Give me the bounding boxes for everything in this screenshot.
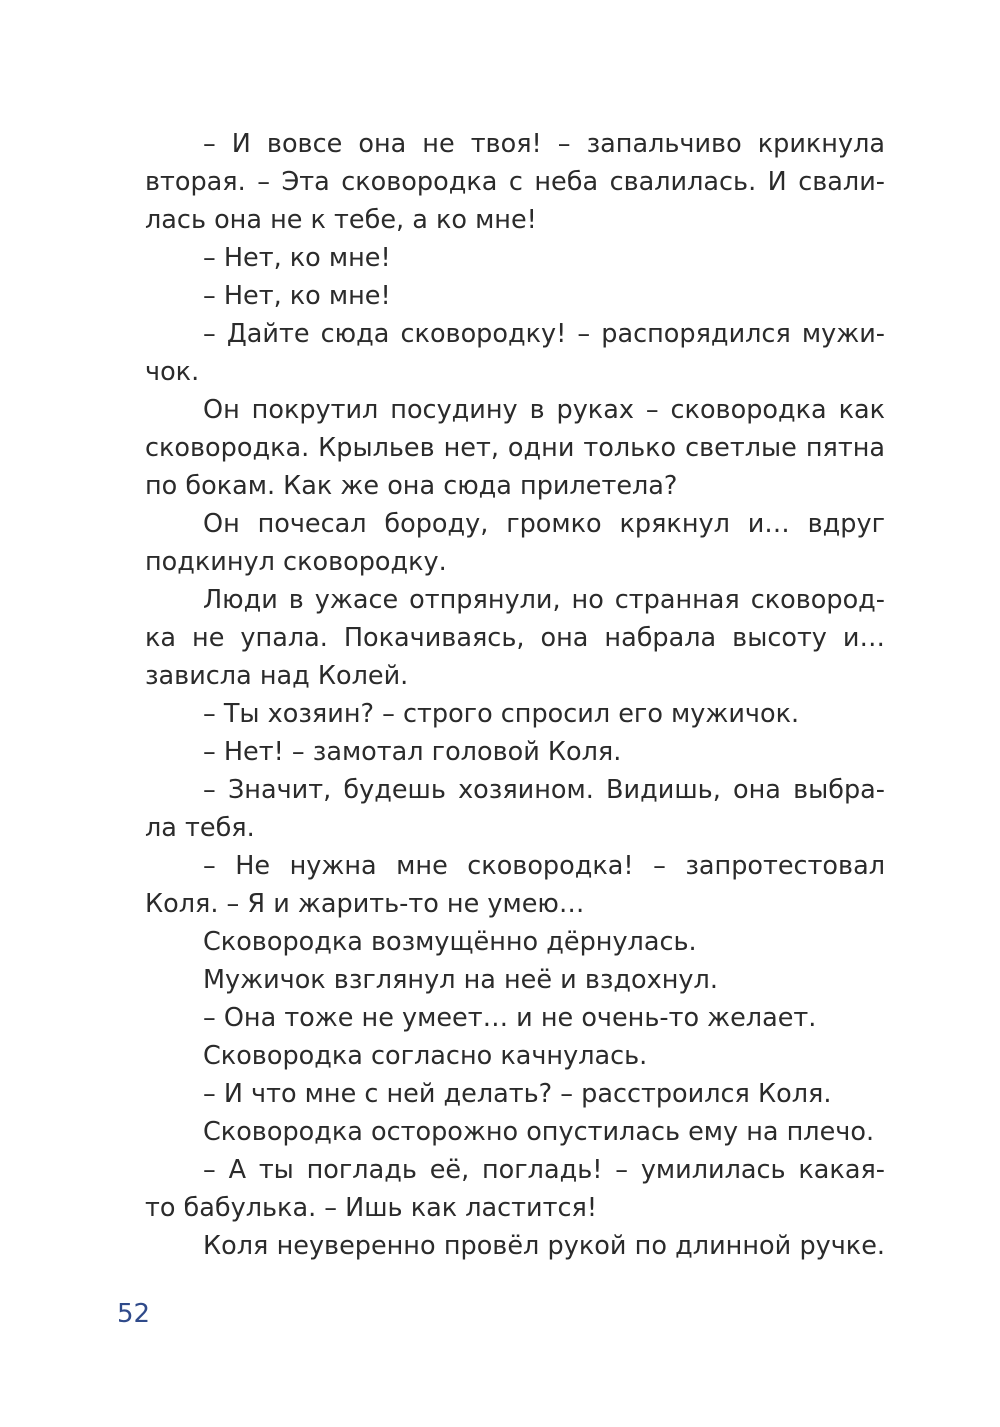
- text-line: – Нет, ко мне!: [203, 281, 391, 311]
- text-line: – Нет! – замотал головой Коля.: [203, 737, 622, 767]
- text-line: Коля неуверенно провёл рукой по длинной ручке.: [203, 1231, 885, 1261]
- text-line: Коля. – Я и жарить-то не умею…: [145, 889, 585, 919]
- text-line: ла тебя.: [145, 813, 255, 843]
- text-line: Он покрутил посудину в руках – сковородка как: [203, 395, 885, 425]
- text-line: – Не нужна мне сковородка! – запротестовал: [203, 851, 885, 881]
- text-line: Сковородка возмущённо дёрнулась.: [203, 927, 697, 957]
- text-line: вторая. – Эта сковородка с неба свалилась. И свали-: [145, 167, 885, 197]
- text-line: чок.: [145, 357, 200, 387]
- text-line: подкинул сковородку.: [145, 547, 447, 577]
- text-line: Люди в ужасе отпрянули, но странная сковород-: [203, 585, 885, 615]
- text-line: по бокам. Как же она сюда прилетела?: [145, 471, 678, 501]
- page-text: [145, 125, 885, 1265]
- text-line: – И что мне с ней делать? – расстроился Коля.: [203, 1079, 832, 1109]
- text-line: – И вовсе она не твоя! – запальчиво крикнула: [203, 129, 885, 159]
- text-line: то бабулька. – Ишь как ластится!: [145, 1193, 598, 1223]
- text-line: – Она тоже не умеет… и не очень-то желает.: [203, 1003, 817, 1033]
- text-line: зависла над Колей.: [145, 661, 409, 691]
- text-line: Он почесал бороду, громко крякнул и… вдруг: [203, 509, 885, 539]
- text-line: Сковородка согласно качнулась.: [203, 1041, 648, 1071]
- page-number: 52: [117, 1299, 151, 1329]
- text-line: – Дайте сюда сковородку! – распорядился мужи-: [203, 319, 885, 349]
- text-line: Мужичок взглянул на неё и вздохнул.: [203, 965, 718, 995]
- text-line: – Нет, ко мне!: [203, 243, 391, 273]
- text-line: ка не упала. Покачиваясь, она набрала высоту и…: [145, 623, 885, 653]
- text-line: – Ты хозяин? – строго спросил его мужичок.: [203, 699, 800, 729]
- text-line: – А ты погладь её, погладь! – умилилась какая-: [203, 1155, 885, 1185]
- text-line: сковородка. Крыльев нет, одни только светлые пятна: [145, 433, 885, 463]
- text-line: – Значит, будешь хозяином. Видишь, она выбра-: [203, 775, 885, 805]
- text-line: Сковородка осторожно опустилась ему на плечо.: [203, 1117, 875, 1147]
- text-line: лась она не к тебе, а ко мне!: [145, 205, 537, 235]
